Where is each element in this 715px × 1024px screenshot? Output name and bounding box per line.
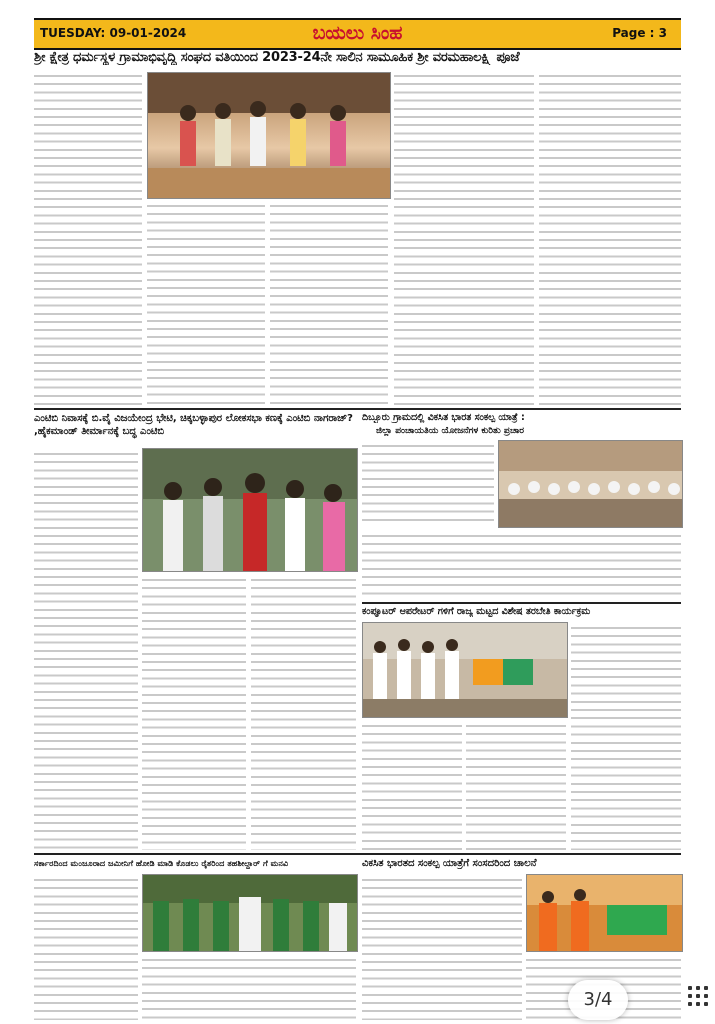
fourth-text-col-2 (362, 720, 462, 850)
lead-text-col-3 (270, 200, 388, 406)
second-text-col-1 (34, 448, 138, 850)
fourth-text-col-3 (466, 720, 566, 850)
third-text-col-1 (362, 440, 494, 526)
grid-icon[interactable] (688, 986, 708, 1006)
issue-date: TUESDAY: 09-01-2024 (40, 26, 187, 40)
page-indicator[interactable]: 3/4 (568, 980, 628, 1020)
newspaper-title: ಬಯಲು ಸಿಂಹ (312, 22, 403, 44)
section-rule-1 (34, 408, 681, 410)
sixth-photo (526, 874, 683, 952)
fifth-text-col-1 (34, 874, 138, 1020)
fourth-text-col-1 (571, 622, 681, 850)
lead-text-col-4 (394, 70, 534, 406)
lead-headline: ಶ್ರೀ ಕ್ಷೇತ್ರ ಧರ್ಮಸ್ಥಳ ಗ್ರಾಮಾಭಿವೃದ್ಧಿ ಸಂಘದ ವತಿಯಿಂದ 2023-24ನೇ ಸಾಲಿನ ಸಾಮೂಹಿಕ ಶ್ರೀ ವರಮಹಾಲಕ್ಷ್ಮಿ ಪೂಜೆ (34, 50, 520, 65)
fifth-headline: ಸರ್ಕಾರದಿಂದ ಮಂಜೂರಾದ ಜಮೀನಿಗೆ ಹೋಡಿ ಮಾಡಿ ಕೊಡಲು ರೈತರಿಂದ ತಹಶೀಲ್ದಾರ್ ಗೆ ಮನವಿ (34, 858, 289, 868)
page-number: Page : 3 (612, 26, 667, 40)
fifth-text-col-2 (142, 954, 356, 1020)
third-text-body (362, 530, 681, 600)
sixth-text-col-1 (362, 874, 522, 1020)
sixth-headline: ವಿಕಸಿತ ಭಾರತದ ಸಂಕಲ್ಪ ಯಾತ್ರೆಗೆ ಸಂಸದರಿಂದ ಚಾಲನೆ (362, 858, 537, 869)
fourth-headline: ಕಂಪ್ಯೂಟರ್ ಆಪರೇಟರ್ ಗಳಿಗೆ ರಾಜ್ಯ ಮಟ್ಟದ ವಿಶೇಷ ತರಬೇತಿ ಕಾರ್ಯಕ್ರಮ (362, 606, 591, 617)
second-photo (142, 448, 358, 572)
section-rule-2 (362, 602, 681, 604)
third-photo (498, 440, 683, 528)
third-subheadline: ಜಿಲ್ಲಾ ಪಂಚಾಯತಿಯ ಯೋಜನೆಗಳ ಕುರಿತು ಪ್ರಚಾರ (376, 426, 525, 436)
lead-photo (147, 72, 391, 199)
fifth-photo (142, 874, 358, 952)
second-text-col-3 (251, 574, 356, 850)
lead-text-col-2 (147, 200, 265, 406)
second-headline: ಎಂಟಿಬಿ ನಿವಾಸಕ್ಕೆ ಬಿ.ವೈ ವಿಜಯೇಂದ್ರ ಭೇಟಿ, ಚಿಕ್ಕಬಳ್ಳಾಪುರ ಲೋಕಸಭಾ ಕಣಕ್ಕೆ ಎಂಟಿಬಿ ನಾಗರಾಜ್? ,ಹೈಕಮಾಂಡ್ ತೀರ್ಮಾನಕ್ಕೆ ಬದ್ಧ ಎಂಟಿಬಿ (34, 413, 353, 437)
lead-text-col-1 (34, 70, 142, 406)
fourth-photo (362, 622, 568, 718)
lead-text-col-5 (539, 70, 681, 406)
third-headline: ದಿಬ್ಬೂರು ಗ್ರಾಮದಲ್ಲಿ ವಿಕಸಿತ ಭಾರತ ಸಂಕಲ್ಪ ಯಾತ್ರೆ : (362, 412, 525, 423)
second-text-col-2 (142, 574, 246, 850)
section-rule-3 (34, 853, 681, 855)
masthead (34, 18, 681, 50)
newspaper-page (30, 8, 685, 1020)
